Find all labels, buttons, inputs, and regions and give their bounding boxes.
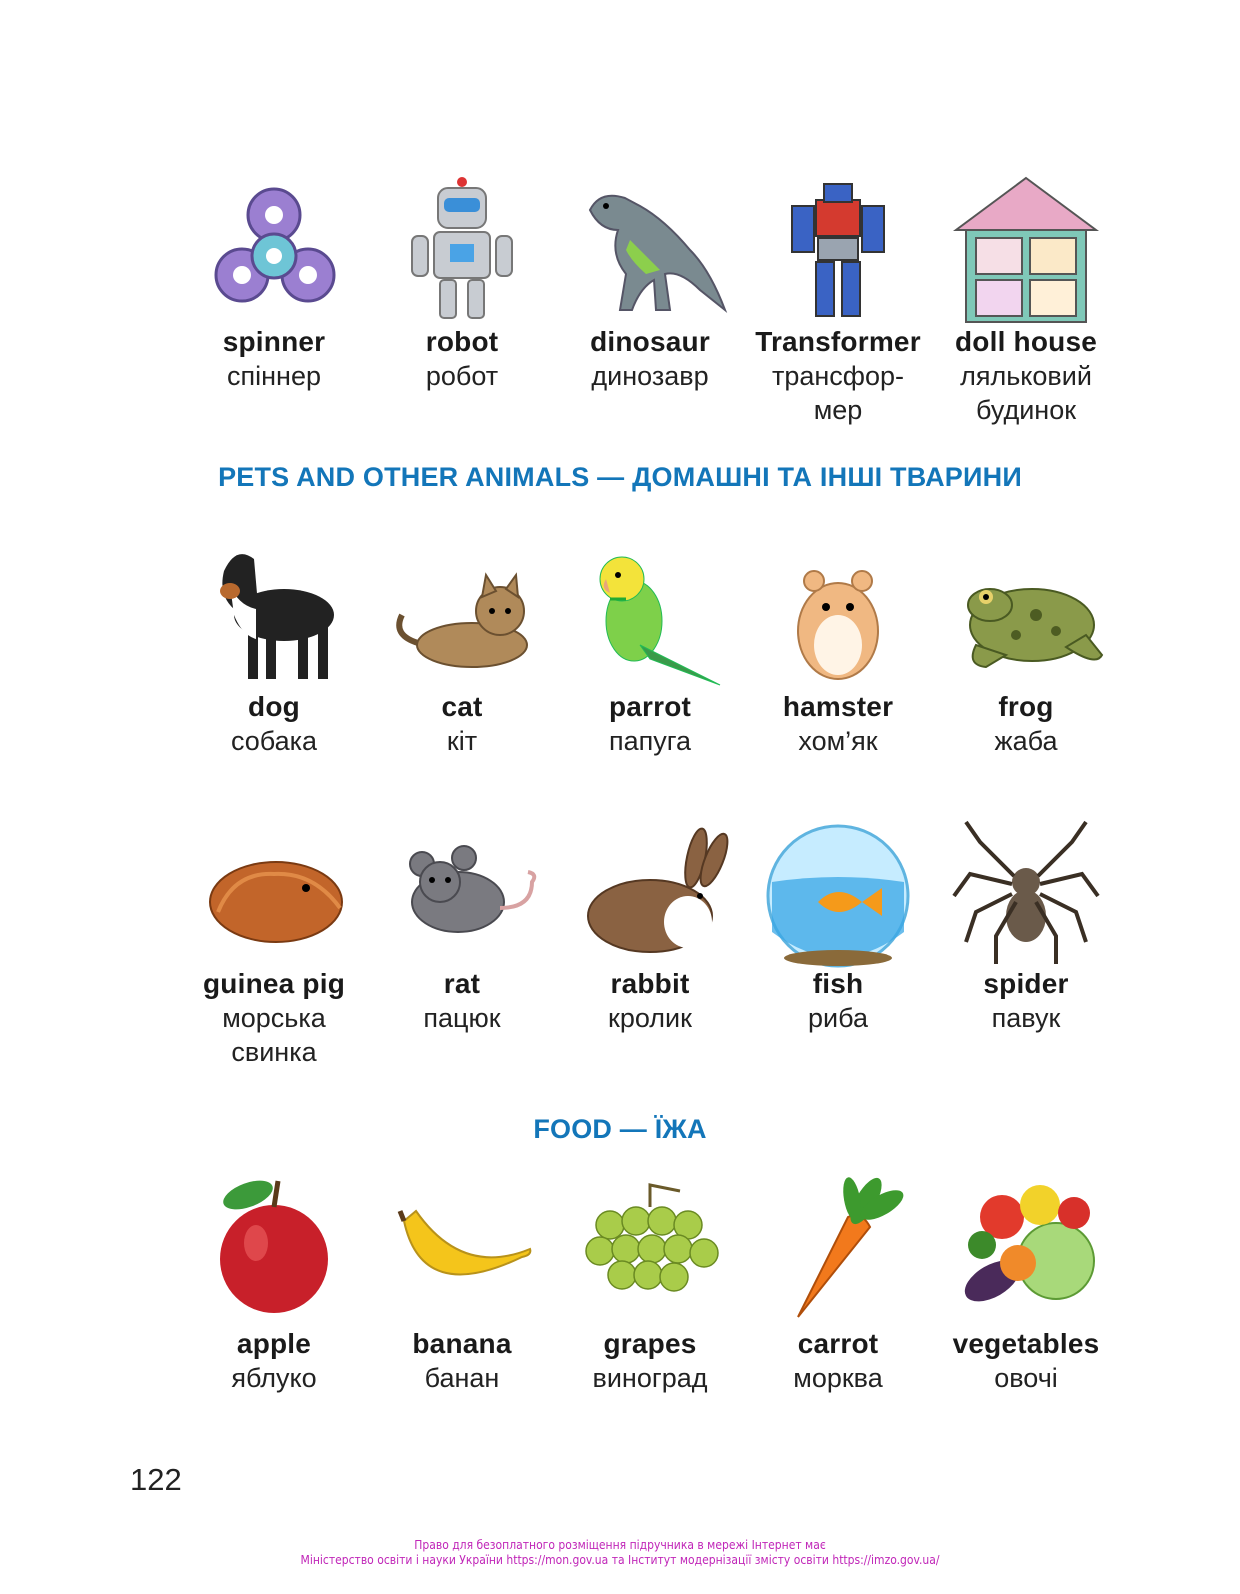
ukrainian-word: динозавр <box>591 361 709 391</box>
footer-line-2: Міністерство освіти і науки України https://mon.gov.ua та Інститут модернізації змісту освіти https://imzo.gov.ua/ <box>300 1553 940 1567</box>
ukrainian-word: пацюк <box>423 1003 501 1033</box>
vocab-words <box>744 690 932 758</box>
food-heading: FOOD — ЇЖА <box>533 1114 707 1144</box>
ukrainian-word: мер <box>813 395 863 425</box>
hamster-icon <box>758 535 918 695</box>
vocab-words <box>744 1327 932 1395</box>
ukrainian-word: спіннер <box>227 361 321 391</box>
cat-icon <box>382 535 542 695</box>
vocab-words <box>556 690 744 758</box>
vocab-words <box>932 325 1120 427</box>
doll-house-icon <box>946 170 1106 330</box>
ukrainian-word: яблуко <box>231 1363 317 1393</box>
english-word: vegetables <box>952 1328 1100 1359</box>
english-word: grapes <box>603 1328 697 1359</box>
english-word: Transformer <box>755 326 921 357</box>
vocab-words <box>368 967 556 1035</box>
vegetables-icon <box>946 1165 1106 1325</box>
apple-icon <box>194 1165 354 1325</box>
vocab-words <box>368 325 556 393</box>
english-word: doll house <box>955 326 1097 357</box>
ukrainian-word: трансфор- <box>771 361 905 391</box>
ukrainian-word: хом’як <box>798 726 878 756</box>
dinosaur-icon <box>570 170 730 330</box>
vocab-words <box>556 967 744 1035</box>
vocab-words <box>180 1327 368 1395</box>
english-word: fish <box>812 968 864 999</box>
vocab-words <box>180 325 368 393</box>
ukrainian-word: банан <box>424 1363 500 1393</box>
robot-icon <box>382 170 542 330</box>
ukrainian-word: собака <box>230 726 318 756</box>
vocab-words <box>368 690 556 758</box>
vocab-words <box>368 1327 556 1395</box>
vocab-words <box>180 690 368 758</box>
ukrainian-word: свинка <box>231 1037 317 1067</box>
ukrainian-word: жаба <box>994 726 1058 756</box>
parrot-icon <box>570 535 730 695</box>
ukrainian-word: морська <box>222 1003 326 1033</box>
ukrainian-word: будинок <box>975 395 1077 425</box>
english-word: carrot <box>797 1328 879 1359</box>
english-word: dinosaur <box>590 326 710 357</box>
rat-icon <box>382 812 542 972</box>
english-word: spider <box>983 968 1069 999</box>
pets-heading: PETS AND OTHER ANIMALS — ДОМАШНІ ТА ІНШІ ТВАРИНИ <box>218 462 1022 492</box>
fidget-spinner-icon <box>194 170 354 330</box>
transformer-icon <box>758 170 918 330</box>
vocab-words <box>932 1327 1120 1395</box>
english-word: banana <box>412 1328 512 1359</box>
ukrainian-word: робот <box>425 361 499 391</box>
english-word: spinner <box>222 326 326 357</box>
ukrainian-word: овочі <box>994 1363 1058 1393</box>
ukrainian-word: виноград <box>592 1363 708 1393</box>
english-word: frog <box>998 691 1054 722</box>
ukrainian-word: риба <box>808 1003 868 1033</box>
vocab-words <box>744 325 932 427</box>
vocab-words <box>180 967 368 1069</box>
ukrainian-word: морква <box>793 1363 883 1393</box>
ukrainian-word: ляльковий <box>960 361 1092 391</box>
english-word: parrot <box>608 691 692 722</box>
english-word: apple <box>236 1328 312 1359</box>
carrot-icon <box>758 1165 918 1325</box>
ukrainian-word: кіт <box>446 726 478 756</box>
page-number: 122 <box>130 1462 182 1497</box>
vocab-words <box>932 690 1120 758</box>
english-word: cat <box>441 691 483 722</box>
spider-icon <box>946 812 1106 972</box>
english-word: rabbit <box>610 968 690 999</box>
guinea-pig-icon <box>194 812 354 972</box>
vocab-words <box>556 1327 744 1395</box>
vocab-words <box>744 967 932 1035</box>
rabbit-icon <box>570 812 730 972</box>
fish-bowl-icon <box>758 812 918 972</box>
english-word: robot <box>425 326 499 357</box>
english-word: rat <box>443 968 481 999</box>
banana-icon <box>382 1165 542 1325</box>
dog-icon <box>194 535 354 695</box>
ukrainian-word: кролик <box>608 1003 692 1033</box>
frog-icon <box>946 535 1106 695</box>
vocab-words <box>556 325 744 393</box>
footer-line-1: Право для безоплатного розміщення підручника в мережі Інтернет має <box>414 1538 826 1552</box>
ukrainian-word: папуга <box>608 726 692 756</box>
grapes-icon <box>570 1165 730 1325</box>
vocab-words <box>932 967 1120 1035</box>
ukrainian-word: павук <box>991 1003 1061 1033</box>
english-word: hamster <box>782 691 894 722</box>
english-word: guinea pig <box>203 968 345 999</box>
english-word: dog <box>248 691 300 722</box>
